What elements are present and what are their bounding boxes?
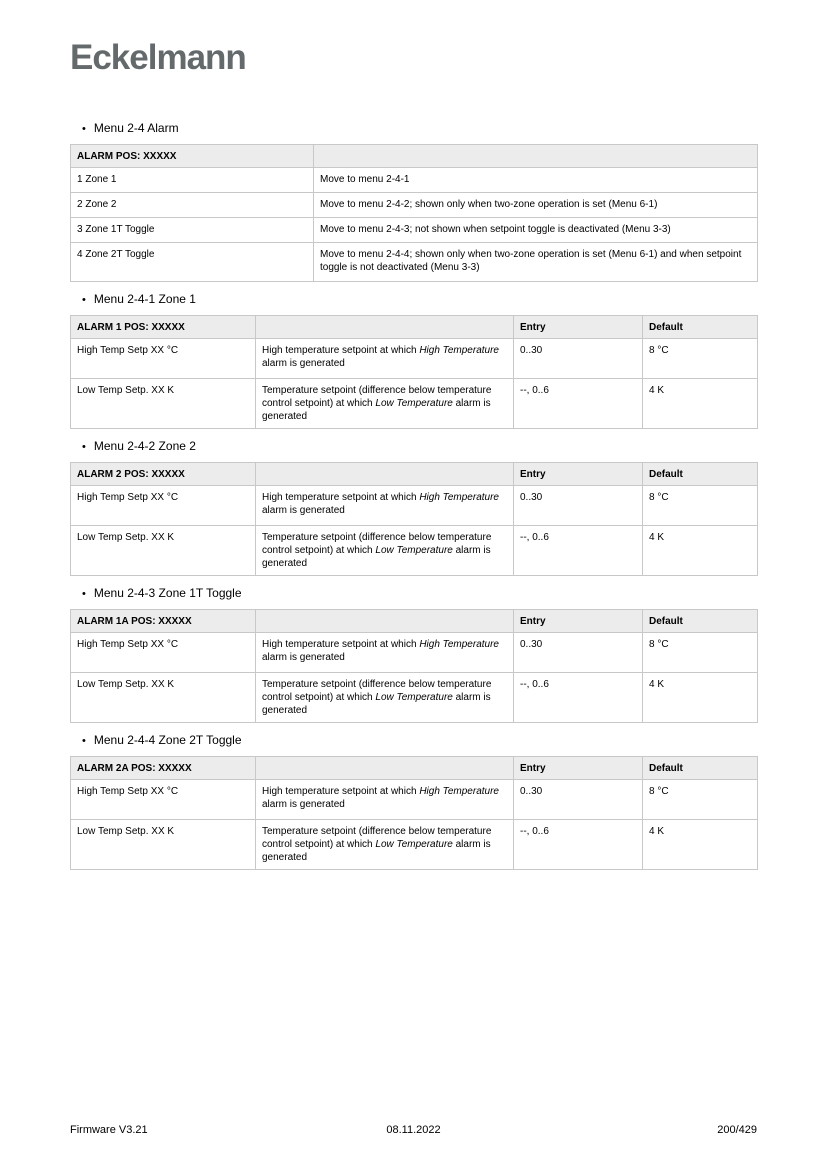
table-header-cell: ALARM 2 POS: XXXXX — [71, 463, 256, 486]
default-cell: 8 °C — [643, 780, 758, 820]
entry-cell: --, 0..6 — [514, 526, 643, 576]
menu-item-cell: 2 Zone 2 — [71, 193, 314, 218]
footer-firmware-version: Firmware V3.21 — [70, 1124, 148, 1136]
table-row — [71, 379, 758, 429]
entry-cell: 0..30 — [514, 633, 643, 673]
entry-cell: --, 0..6 — [514, 379, 643, 429]
desc-text: Temperature setpoint (difference below temperature control setpoint) at which — [262, 532, 492, 556]
section-heading-menu-2-4-2 — [70, 439, 757, 454]
desc-text: alarm is generated — [262, 839, 491, 863]
eckelmann-logo: Eckelmann — [70, 38, 246, 77]
table-header-cell: Entry — [514, 316, 643, 339]
desc-text: Temperature setpoint (difference below temperature control setpoint) at which — [262, 679, 492, 703]
table-row — [71, 193, 758, 218]
section-heading-label: Menu 2-4-4 Zone 2T Toggle — [93, 733, 242, 747]
entry-cell: --, 0..6 — [514, 820, 643, 870]
table-header-cell — [256, 757, 514, 780]
entry-cell: --, 0..6 — [514, 673, 643, 723]
desc-italic: Low Temperature — [375, 839, 453, 850]
table-row — [71, 780, 758, 820]
table-header-cell: Default — [643, 463, 758, 486]
table-row — [71, 526, 758, 576]
table-row — [71, 820, 758, 870]
bullet-icon: • — [82, 123, 86, 135]
entry-cell: 0..30 — [514, 486, 643, 526]
entry-cell: 0..30 — [514, 339, 643, 379]
table-header-cell — [256, 316, 514, 339]
param-name-cell: Low Temp Setp. XX K — [71, 379, 256, 429]
table-row — [71, 339, 758, 379]
desc-text: High temperature setpoint at which — [262, 639, 420, 650]
param-name-cell: High Temp Setp XX °C — [71, 780, 256, 820]
table-header-cell — [256, 610, 514, 633]
default-cell: 4 K — [643, 820, 758, 870]
desc-text: alarm is generated — [262, 505, 345, 516]
bullet-icon: • — [82, 735, 86, 747]
desc-text: High temperature setpoint at which — [262, 786, 420, 797]
desc-text: alarm is generated — [262, 545, 491, 569]
table-header-cell: Entry — [514, 757, 643, 780]
param-name-cell: Low Temp Setp. XX K — [71, 526, 256, 576]
table-header-row — [71, 610, 758, 633]
desc-text: alarm is generated — [262, 692, 491, 716]
bullet-icon: • — [82, 294, 86, 306]
param-desc-cell — [256, 673, 514, 723]
desc-italic: Low Temperature — [375, 545, 453, 556]
desc-text: Temperature setpoint (difference below temperature control setpoint) at which — [262, 385, 492, 409]
menu-desc-cell: Move to menu 2-4-2; shown only when two-zone operation is set (Menu 6-1) — [314, 193, 758, 218]
default-cell: 8 °C — [643, 339, 758, 379]
footer-page-number: 200/429 — [717, 1124, 757, 1136]
alarm-menu-table — [70, 144, 758, 282]
param-desc-cell — [256, 780, 514, 820]
entry-cell: 0..30 — [514, 780, 643, 820]
desc-text: alarm is generated — [262, 799, 345, 810]
param-desc-cell — [256, 486, 514, 526]
section-heading-label: Menu 2-4 Alarm — [93, 121, 179, 135]
section-heading-label: Menu 2-4-3 Zone 1T Toggle — [93, 586, 242, 600]
table-header-cell: Entry — [514, 463, 643, 486]
param-desc-cell — [256, 820, 514, 870]
desc-italic: High Temperature — [419, 639, 499, 650]
table-row — [71, 218, 758, 243]
param-name-cell: High Temp Setp XX °C — [71, 486, 256, 526]
menu-desc-cell: Move to menu 2-4-4; shown only when two-zone operation is set (Menu 6-1) and when setpoint toggle is not deactivated (Menu 3-3) — [314, 243, 758, 282]
table-header-cell: ALARM 1 POS: XXXXX — [71, 316, 256, 339]
desc-text: Temperature setpoint (difference below temperature control setpoint) at which — [262, 826, 492, 850]
default-cell: 4 K — [643, 673, 758, 723]
table-header-cell: Default — [643, 757, 758, 780]
desc-italic: High Temperature — [419, 492, 499, 503]
desc-italic: High Temperature — [419, 786, 499, 797]
menu-item-cell: 1 Zone 1 — [71, 168, 314, 193]
table-header-cell: ALARM 1A POS: XXXXX — [71, 610, 256, 633]
alarm-2-param-table — [70, 462, 758, 576]
table-header-cell: Default — [643, 610, 758, 633]
default-cell: 4 K — [643, 526, 758, 576]
table-header-cell: Entry — [514, 610, 643, 633]
desc-text: alarm is generated — [262, 358, 345, 369]
bullet-icon: • — [82, 588, 86, 600]
alarm-2a-param-table — [70, 756, 758, 870]
section-heading-menu-2-4 — [70, 121, 757, 136]
table-header-cell — [314, 145, 758, 168]
desc-text: alarm is generated — [262, 398, 491, 422]
table-header-row — [71, 757, 758, 780]
section-heading-menu-2-4-3 — [70, 586, 757, 601]
desc-text: alarm is generated — [262, 652, 345, 663]
param-desc-cell — [256, 379, 514, 429]
desc-italic: Low Temperature — [375, 398, 453, 409]
section-heading-menu-2-4-1 — [70, 292, 757, 307]
section-heading-label: Menu 2-4-1 Zone 1 — [93, 292, 196, 306]
table-row — [71, 243, 758, 282]
alarm-1-param-table — [70, 315, 758, 429]
section-heading-menu-2-4-4 — [70, 733, 757, 748]
table-row — [71, 633, 758, 673]
param-name-cell: Low Temp Setp. XX K — [71, 673, 256, 723]
table-header-row — [71, 463, 758, 486]
table-row — [71, 168, 758, 193]
default-cell: 4 K — [643, 379, 758, 429]
table-header-cell: ALARM POS: XXXXX — [71, 145, 314, 168]
menu-desc-cell: Move to menu 2-4-3; not shown when setpoint toggle is deactivated (Menu 3-3) — [314, 218, 758, 243]
default-cell: 8 °C — [643, 633, 758, 673]
param-name-cell: High Temp Setp XX °C — [71, 339, 256, 379]
param-name-cell: Low Temp Setp. XX K — [71, 820, 256, 870]
desc-italic: High Temperature — [419, 345, 499, 356]
footer-date: 08.11.2022 — [386, 1124, 441, 1136]
bullet-icon: • — [82, 441, 86, 453]
table-header-row — [71, 316, 758, 339]
table-header-row — [71, 145, 758, 168]
desc-text: High temperature setpoint at which — [262, 345, 420, 356]
menu-desc-cell: Move to menu 2-4-1 — [314, 168, 758, 193]
section-heading-label: Menu 2-4-2 Zone 2 — [93, 439, 196, 453]
table-header-cell: ALARM 2A POS: XXXXX — [71, 757, 256, 780]
desc-text: High temperature setpoint at which — [262, 492, 420, 503]
table-row — [71, 486, 758, 526]
param-desc-cell — [256, 339, 514, 379]
desc-italic: Low Temperature — [375, 692, 453, 703]
menu-item-cell: 3 Zone 1T Toggle — [71, 218, 314, 243]
table-header-cell: Default — [643, 316, 758, 339]
table-header-cell — [256, 463, 514, 486]
table-row — [71, 673, 758, 723]
page-footer — [70, 1124, 757, 1137]
default-cell: 8 °C — [643, 486, 758, 526]
alarm-1a-param-table — [70, 609, 758, 723]
param-name-cell: High Temp Setp XX °C — [71, 633, 256, 673]
param-desc-cell — [256, 526, 514, 576]
menu-item-cell: 4 Zone 2T Toggle — [71, 243, 314, 282]
param-desc-cell — [256, 633, 514, 673]
